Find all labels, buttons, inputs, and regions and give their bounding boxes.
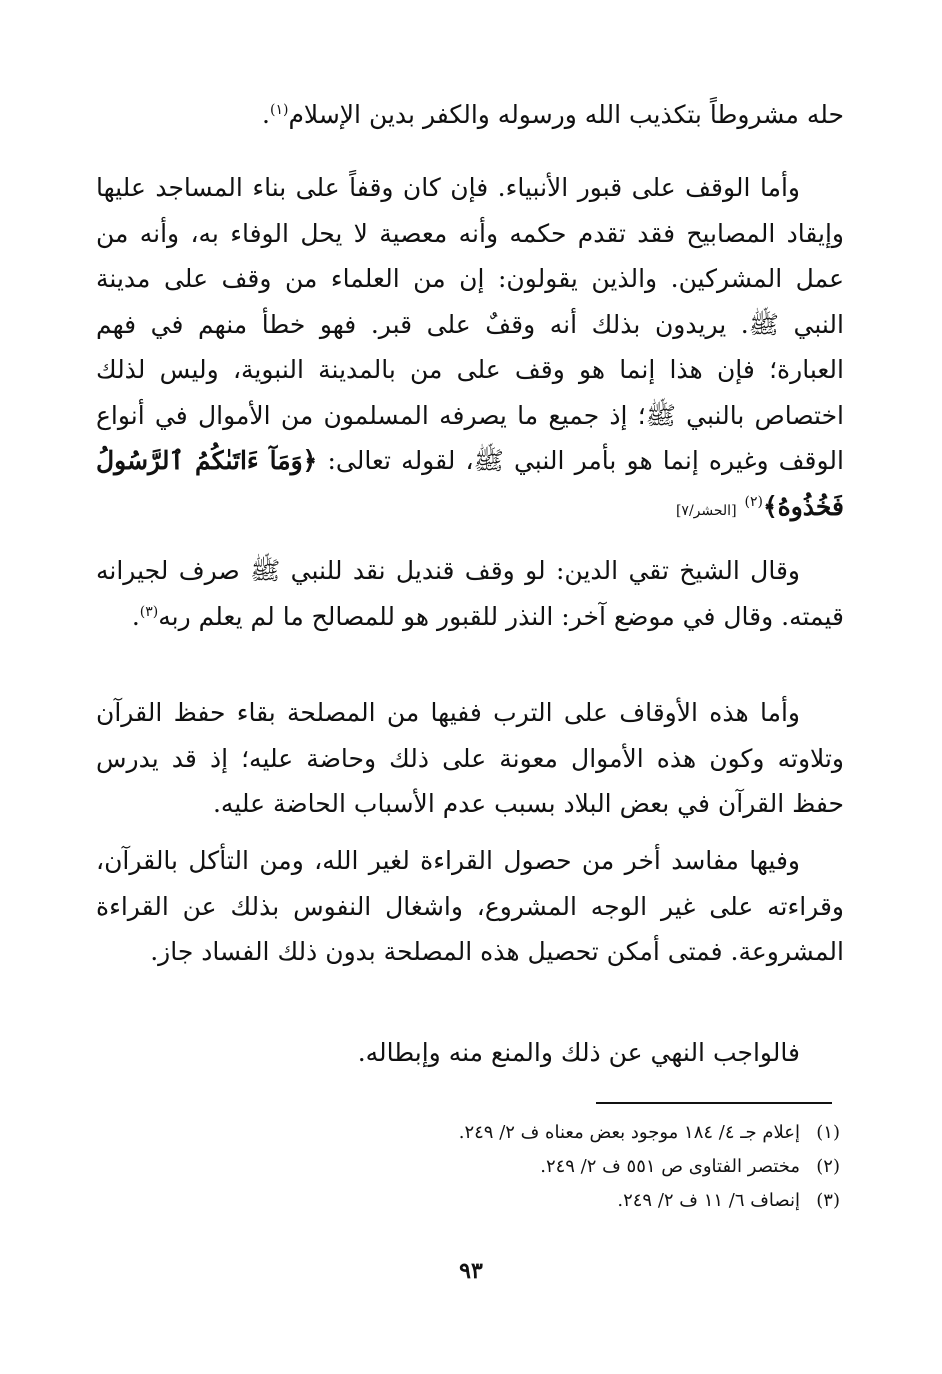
footnote-item bbox=[300, 1150, 840, 1184]
paragraph-benefits bbox=[96, 690, 844, 827]
footnote-number: (١) bbox=[816, 1122, 840, 1143]
paragraph-end: . bbox=[262, 100, 270, 129]
footnote-ref-3[interactable]: (٣) bbox=[139, 603, 159, 620]
page-number: ٩٣ bbox=[459, 1258, 483, 1284]
footnote-number: (٣) bbox=[816, 1190, 840, 1211]
footnote-ref-2[interactable]: (٢) bbox=[744, 493, 763, 510]
paragraph-harms bbox=[96, 838, 844, 975]
footnote-text: إعلام جـ ٤/ ١٨٤ موجود بعض معناه ف ٢/ ٢٤٩. bbox=[458, 1122, 800, 1143]
paragraph-text: وأما الوقف على قبور الأنبياء. فإن كان وقفاً على بناء المساجد عليها وإيقاد المصابيح فقد تقدم حكمه وأنه معصية لا يحل الوفاء به، وأنه من عمل المشركين. والذين يقولون: إن من العلماء من وقف على مدينة النبي ﷺ. يريدون بذلك أنه وقفٌ على قبر. فهو خطأ منهم في فهم العبارة؛ فإن هذا إنما هو وقف على من بالمدينة النبوية، وليس لذلك اختصاص بالنبي ﷺ؛ إذ جميع ما يصرفه المسلمون من الأموال في أنواع الوقف وغيره إنما هو بأمر النبي ﷺ، لقوله تعالى: bbox=[96, 173, 844, 475]
footnote-text: إنصاف ٦/ ١١ ف ٢/ ٢٤٩. bbox=[617, 1190, 800, 1211]
paragraph-continuation bbox=[96, 92, 844, 138]
verse-reference: [الحشر/٧] bbox=[675, 502, 737, 519]
paragraph-sheikh-quote bbox=[96, 548, 844, 639]
paragraph-end: . bbox=[131, 601, 140, 631]
quran-verse: ﴿وَمَآ ءَاتَىٰكُمُ ٱلرَّسُولُ فَخُذُوهُ﴾ bbox=[96, 446, 844, 521]
paragraph-text: وفيها مفاسد أخر من حصول القراءة لغير الله، ومن التأكل بالقرآن، وقراءته على غير الوجه المشروع، واشغال النفوس بذلك عن القراءة المشروعة. فمتى أمكن تحصيل هذه المصلحة بدون ذلك الفساد جاز. bbox=[96, 846, 844, 966]
footnote-item bbox=[300, 1184, 840, 1218]
paragraph-text: فالواجب النهي عن ذلك والمنع منه وإبطاله. bbox=[357, 1038, 800, 1067]
footnote-item bbox=[300, 1116, 840, 1150]
paragraph-text: وأما هذه الأوقاف على الترب ففيها من المصلحة بقاء حفظ القرآن وتلاوته وكون هذه الأموال معونة على ذلك وحاضة عليه؛ إذ قد يدرس حفظ القرآن في بعض البلاد بسبب عدم الأسباب الحاضة عليه. bbox=[96, 698, 844, 818]
paragraph-waqf-graves bbox=[96, 165, 844, 534]
footnote-ref-1[interactable]: (١) bbox=[269, 102, 289, 118]
footnote-divider bbox=[596, 1102, 832, 1104]
footnotes-section bbox=[300, 1116, 840, 1218]
paragraph-text: حله مشروطاً بتكذيب الله ورسوله والكفر بدين الإسلام bbox=[288, 100, 844, 129]
paragraph-text: وقال الشيخ تقي الدين: لو وقف قنديل نقد للنبي ﷺ صرف لجيرانه قيمته. وقال في موضع آخر: النذر للقبور هو للمصالح ما لم يعلم ربه bbox=[96, 556, 844, 631]
footnote-number: (٢) bbox=[816, 1156, 840, 1177]
paragraph-conclusion bbox=[96, 1030, 844, 1076]
footnote-text: مختصر الفتاوى ص ٥٥١ ف ٢/ ٢٤٩. bbox=[540, 1156, 800, 1177]
